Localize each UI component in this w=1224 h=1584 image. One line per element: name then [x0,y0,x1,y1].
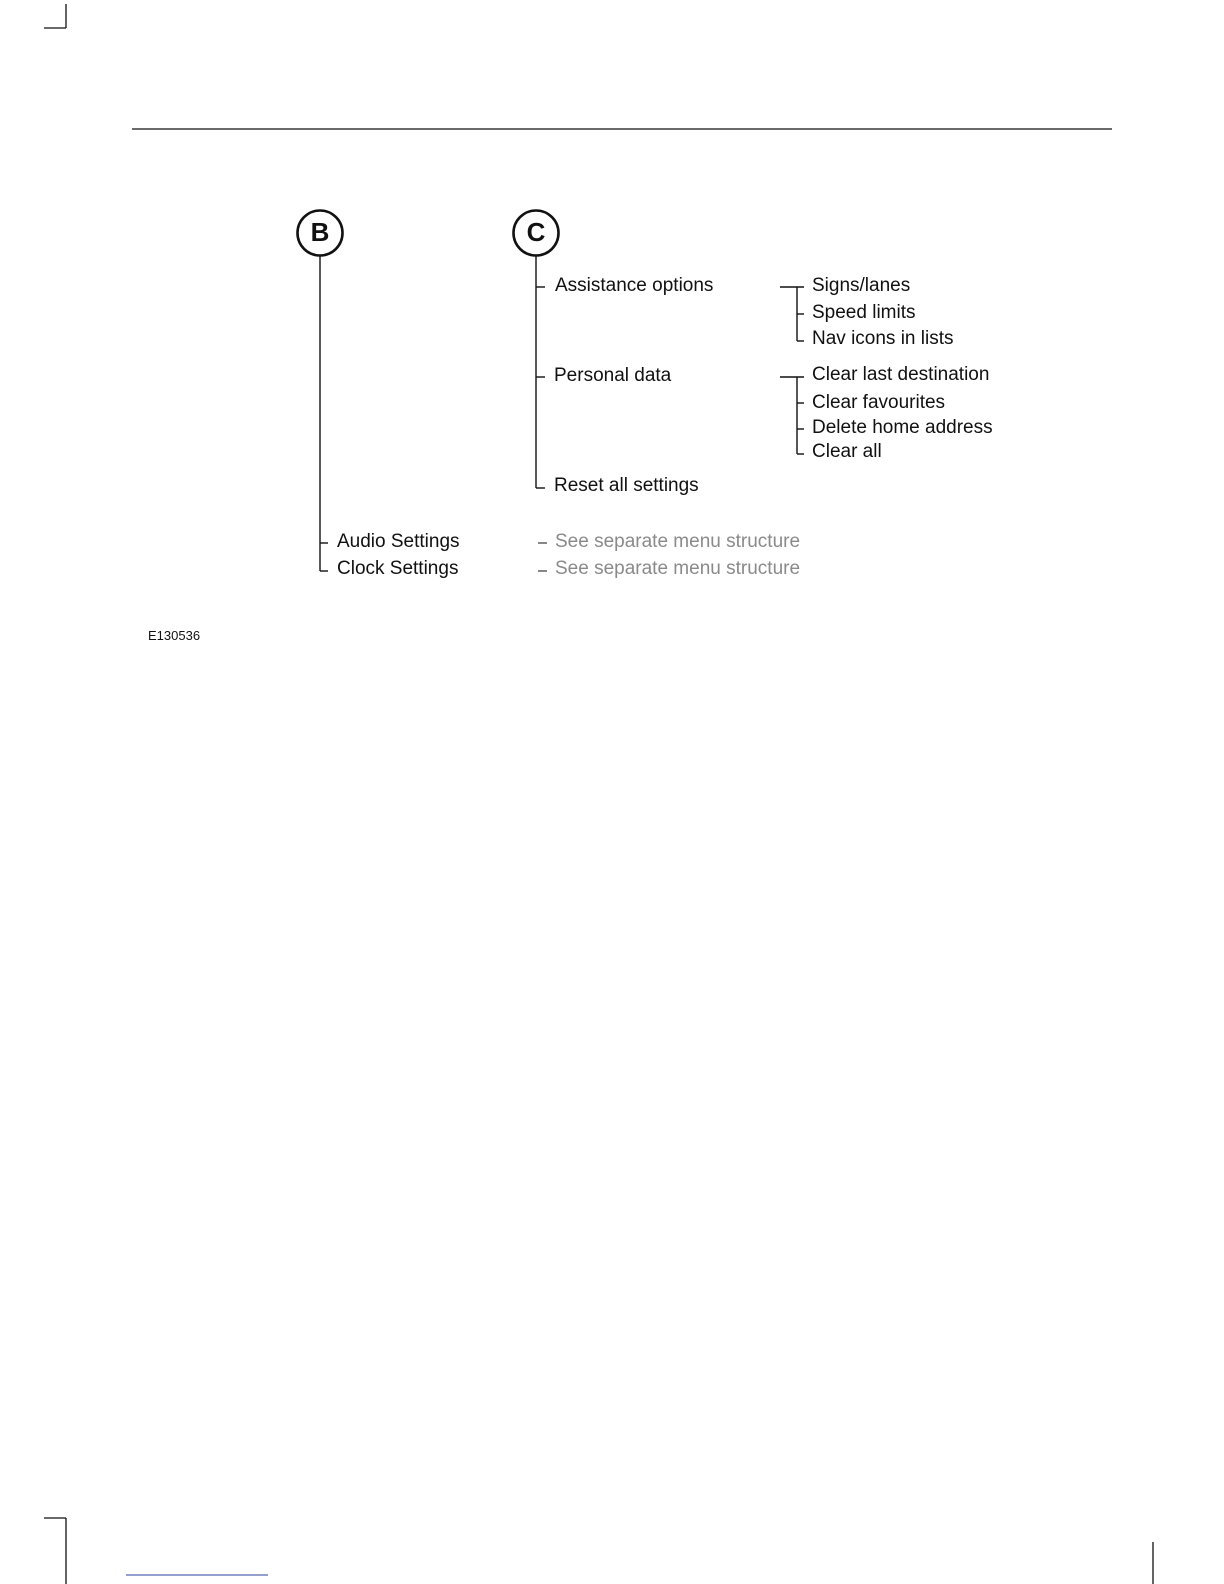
figure-code: E130536 [148,628,201,643]
menu-item-audio-settings: Audio Settings [337,531,460,552]
menu-item-nav-icons-in-lists: Nav icons in lists [812,328,954,349]
audio-settings-note: See separate menu structure [555,531,801,552]
node-c-label: C [526,217,546,247]
menu-item-personal-data: Personal data [554,365,672,386]
menu-item-delete-home-address: Delete home address [812,417,993,438]
menu-item-speed-limits: Speed limits [812,302,916,323]
menu-item-reset-all-settings: Reset all settings [554,475,699,496]
menu-item-signs-lanes: Signs/lanes [812,275,911,296]
clock-settings-note: See separate menu structure [555,558,801,579]
menu-item-clear-last-destination: Clear last destination [812,364,990,385]
menu-item-clear-favourites: Clear favourites [812,392,946,413]
node-b-label: B [310,217,330,247]
menu-item-clock-settings: Clock Settings [337,558,459,579]
menu-item-clear-all: Clear all [812,441,882,462]
menu-item-assistance-options: Assistance options [555,275,714,296]
